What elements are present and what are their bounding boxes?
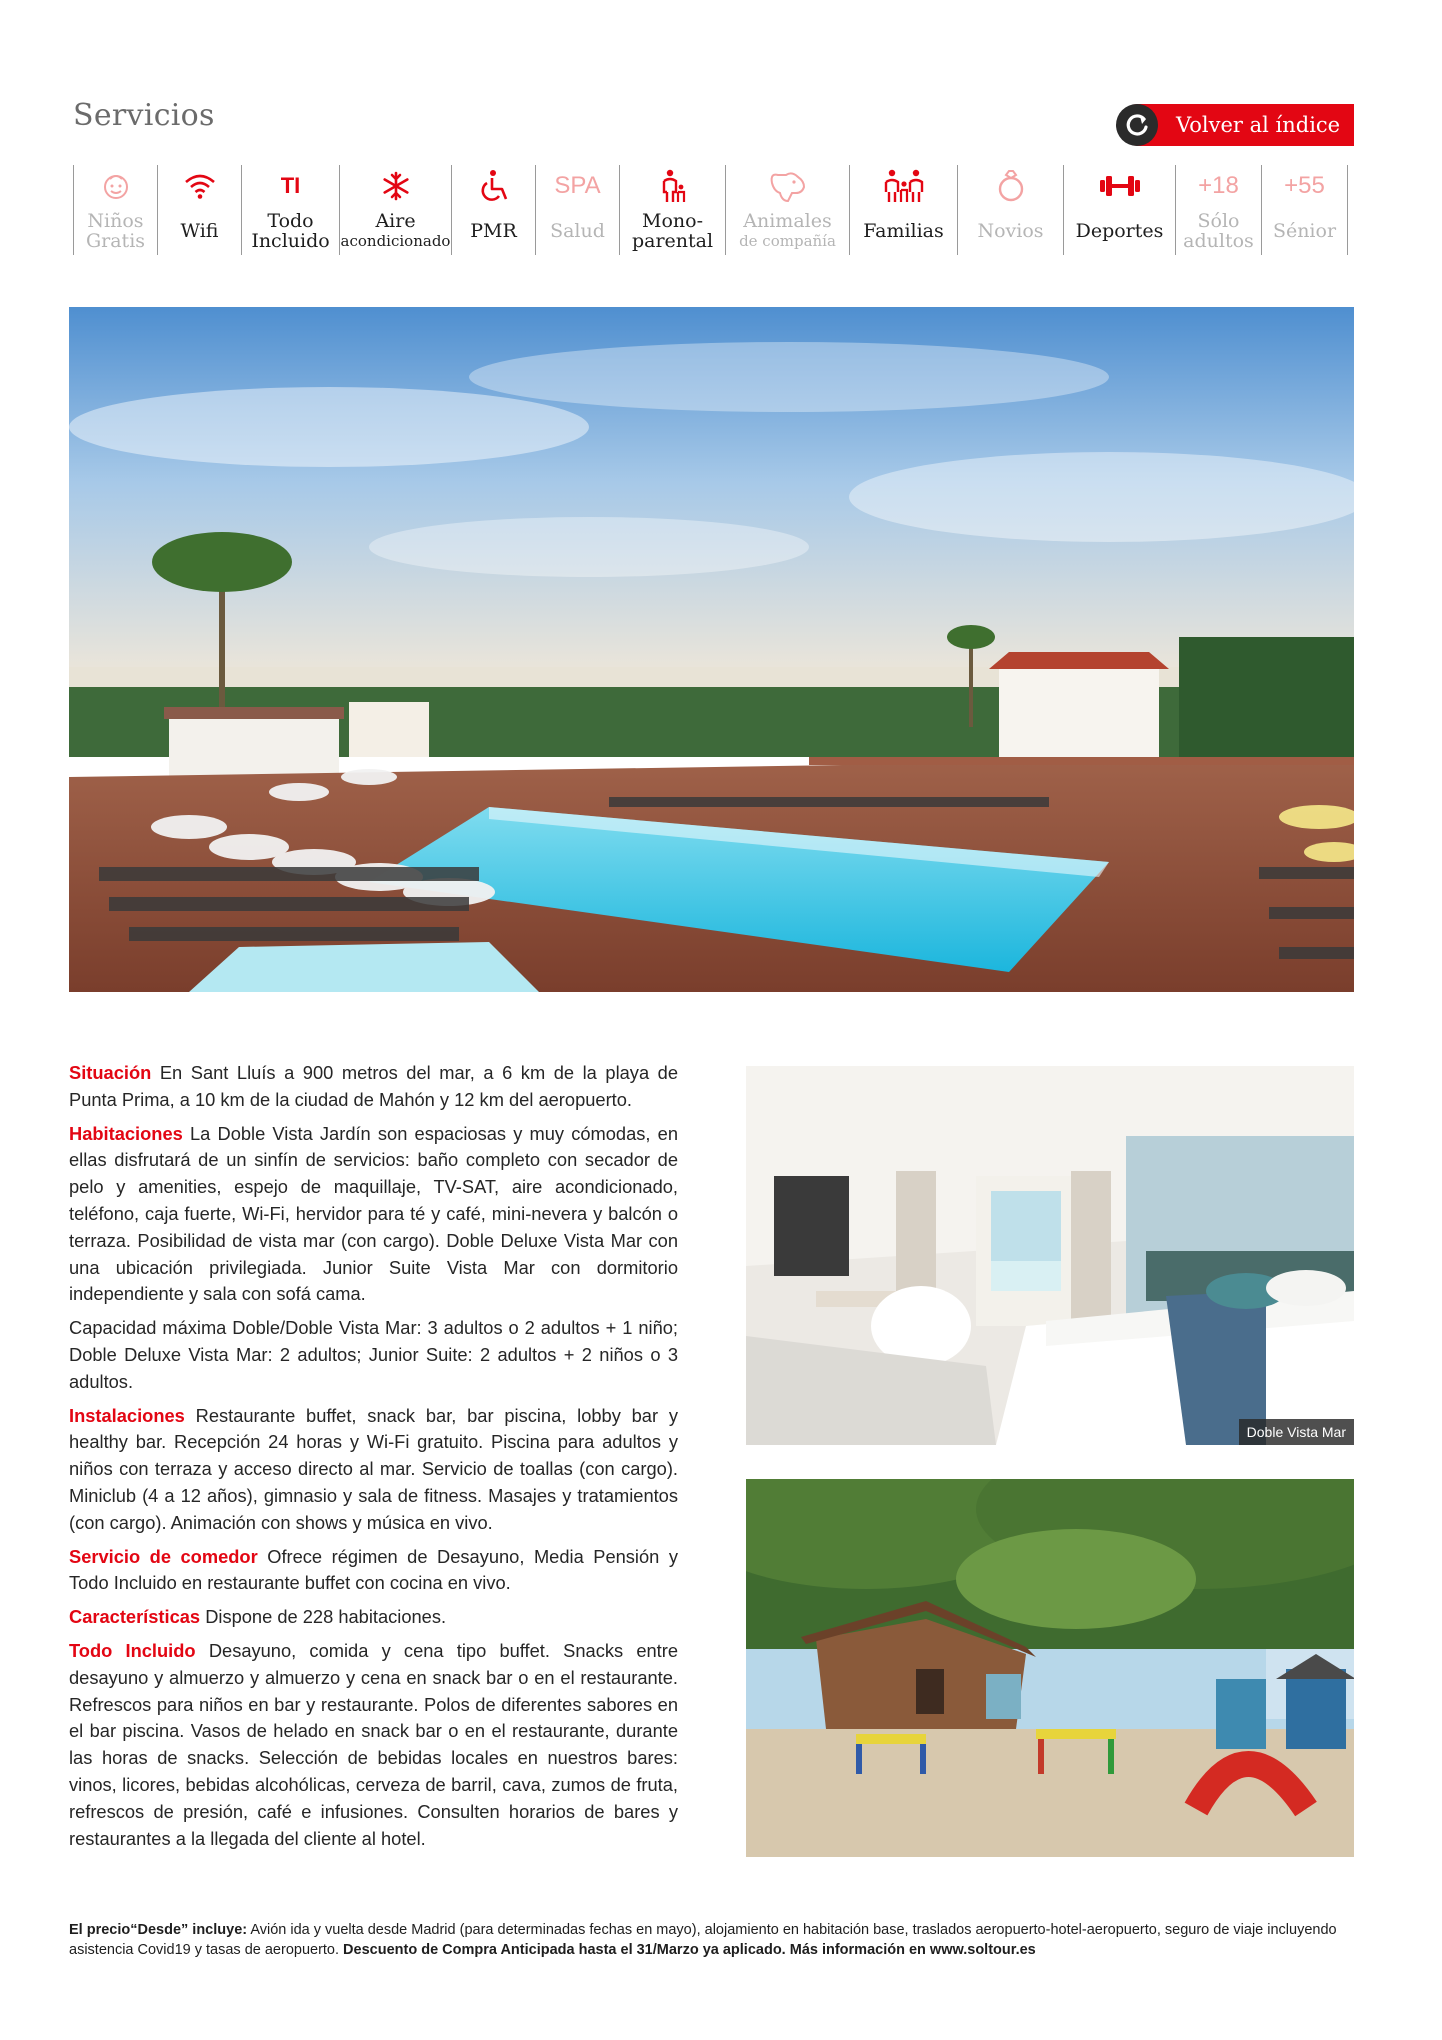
- service-label: PMR: [470, 220, 517, 242]
- service-salud: [535, 165, 619, 255]
- room-photo-caption: Doble Vista Mar: [1239, 1419, 1354, 1445]
- section-servicio-comedor: Servicio de comedor Ofrece régimen de Desayuno, Media Pensión y Todo Incluido en restaurante buffet con cocina en vivo.: [69, 1545, 678, 1594]
- refresh-arrow-icon: [1116, 104, 1158, 146]
- section-instalaciones: Instalaciones Restaurante buffet, snack bar, bar piscina, lobby bar y healthy bar. Recepción 24 horas y Wi-Fi gratuito. Piscina para adultos y niños con terraza y acceso directo al mar. Servicio de toallas (con cargo). Miniclub (4 a 12 años), gimnasio y sala de fitness. Masajes y tratamientos (con cargo). Animación con shows y música en vivo.: [69, 1404, 678, 1533]
- wifi-icon: [183, 165, 217, 207]
- service-label: Salud: [550, 220, 605, 242]
- service-label: Familias: [863, 220, 944, 242]
- service-label: Novios: [977, 220, 1044, 242]
- service-animales: [725, 165, 849, 255]
- page-title: Servicios: [73, 98, 215, 133]
- snowflake-icon: [380, 165, 412, 207]
- child-face-icon: [101, 165, 131, 207]
- service-deportes: [1063, 165, 1175, 255]
- service-monoparental: [619, 165, 725, 255]
- service-aire-acondicionado: [339, 165, 451, 255]
- service-label: Wifi: [180, 220, 219, 242]
- ring-icon: [996, 165, 1026, 207]
- section-capacidad: Capacidad máxima Doble/Doble Vista Mar: 3 adultos o 2 adultos + 1 niño; Doble Deluxe Vista Mar: 2 adultos; Junior Suite: 2 adultos + 2 niños o 3 adultos.: [69, 1317, 678, 1392]
- service-label: Mono- parental: [631, 210, 714, 252]
- section-habitaciones: Habitaciones La Doble Vista Jardín son espaciosas y muy cómodas, en ellas disfrutará de un sinfín de servicios: baño completo con secador de pelo y amenities, espejo de maquillaje, TV-SAT, aire acondicionado, teléfono, caja fuerte, Wi-Fi, hervidor para té y café, mini-nevera y balcón o terraza. Posibilidad de vista mar (con cargo). Doble Deluxe Vista Mar con una ubicación privilegiada. Junior Suite Vista Mar con dormitorio independiente y sala con sofá cama.: [69, 1122, 678, 1305]
- section-caracteristicas: Características Dispone de 228 habitaciones.: [69, 1606, 447, 1628]
- family-icon: [883, 165, 925, 207]
- kids-club-photo: [746, 1479, 1354, 1857]
- service-label: Animales de compañía: [739, 210, 836, 250]
- hotel-pool-photo: [69, 307, 1354, 992]
- spa-text-icon: SPA: [554, 172, 601, 199]
- service-ninos-gratis: [73, 165, 157, 255]
- service-label: Sénior: [1272, 220, 1337, 242]
- service-label: Aire acondicionado: [340, 210, 451, 250]
- back-to-index-label: Volver al índice: [1176, 113, 1341, 137]
- back-to-index-button[interactable]: [1117, 104, 1354, 146]
- service-pmr: [451, 165, 535, 255]
- service-label: Deportes: [1075, 220, 1164, 242]
- service-senior: [1261, 165, 1348, 255]
- service-novios: [957, 165, 1063, 255]
- service-label: Todo Incluido: [251, 210, 330, 252]
- room-photo: [746, 1066, 1354, 1445]
- service-wifi: [157, 165, 241, 255]
- services-bar: [73, 165, 1356, 255]
- service-familias: [849, 165, 957, 255]
- dumbbell-icon: [1097, 165, 1143, 207]
- section-situacion: Situación En Sant Lluís a 900 metros del mar, a 6 km de la playa de Punta Prima, a 10 km de la ciudad de Mahón y 12 km del aeropuerto.: [69, 1062, 678, 1110]
- section-todo-incluido: Todo Incluido Desayuno, comida y cena tipo buffet. Snacks entre desayuno y almuerzo y almuerzo y cena en snack bar o en el restaurante. Refrescos para niños en bar y restaurante. Polos de diferentes sabores en el bar piscina. Vasos de helado en snack bar o en el restaurante, durante las horas de snacks. Selección de bebidas locales en nuestros bares: vinos, licores, bebidas alcohólicas, cerveza de barril, cava, zumos de fruta, refrescos de presión, café e infusiones. Consulten horarios de bares y restaurantes a la llegada del cliente al hotel.: [69, 1639, 679, 1849]
- price-disclaimer: El precio“Desde” incluye: Avión ida y vuelta desde Madrid (para determinadas fechas en mayo), alojamiento en habitación base, traslados aeropuerto-hotel-aeropuerto, seguro de viaje incluyendo asistencia Covid19 y tasas de aeropuerto. Descuento de Compra Anticipada hasta el 31/Marzo ya aplicado. Más información en www.soltour.es: [69, 1922, 1337, 1958]
- wheelchair-icon: [478, 165, 510, 207]
- hotel-description: [69, 1060, 678, 1859]
- ti-text-icon: TI: [280, 173, 301, 198]
- service-label: Niños Gratis: [85, 210, 146, 252]
- plus55-text-icon: +55: [1284, 172, 1325, 199]
- dog-icon: [766, 165, 810, 207]
- single-parent-icon: [658, 165, 688, 207]
- plus18-text-icon: +18: [1198, 172, 1239, 199]
- service-label: Sólo adultos: [1183, 210, 1254, 252]
- service-todo-incluido: [241, 165, 339, 255]
- service-solo-adultos: [1175, 165, 1261, 255]
